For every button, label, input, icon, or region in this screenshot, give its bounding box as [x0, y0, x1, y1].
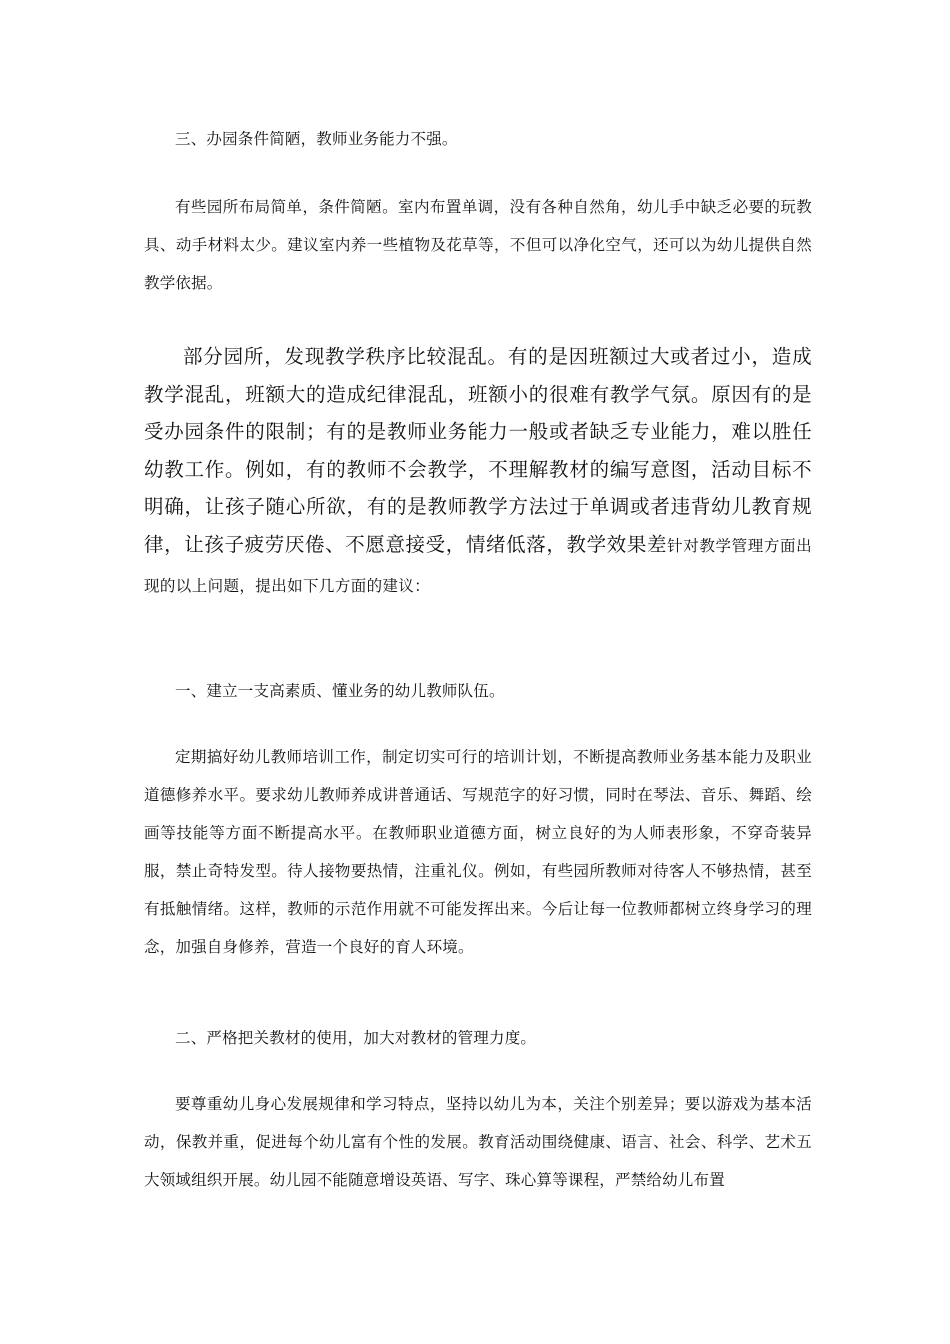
suggestion1-heading: 一、建立一支高素质、懂业务的幼儿教师队伍。	[175, 682, 505, 700]
section3-paragraph-2-main: 部分园所，发现教学秩序比较混乱。有的是因班额过大或者过小，造成教学混乱，班额大的造成纪律混乱，班额小的很难有教学气氛。原因有的是受办园条件的限制；有的是教师业务能力一般或者缺乏专业能力，难以胜任幼教工作。例如，有的教师不会教学，不理解教材的编写意图，活动目标不明确，让孩子随心所欲，有的是教师教学方法过于单调或者违背幼儿教育规律，让孩子疲劳厌倦、不愿意接受，情绪低落，教学效果差	[144, 345, 812, 556]
section3-paragraph-2	[144, 338, 812, 605]
section3-heading: 三、办园条件简陋，教师业务能力不强。	[175, 130, 458, 148]
suggestion1-paragraph: 定期搞好幼儿教师培训工作，制定切实可行的培训计划，不断提高教师业务基本能力及职业道德修养水平。要求幼儿教师养成讲普通话、写规范字的好习惯，同时在琴法、音乐、舞蹈、绘画等技能等方面不断提高水平。在教师职业道德方面，树立良好的为人师表形象，不穿奇装异服，禁止奇特发型。待人接物要热情，注重礼仪。例如，有些园所教师对待客人不够热情，甚至有抵触情绪。这样，教师的示范作用就不可能发挥出来。今后让每一位教师都树立终身学习的理念，加强自身修养，营造一个良好的育人环境。	[144, 748, 812, 956]
section3-paragraph-2-tail: 针对教学管理方面出现的以上问题，提出如下几方面的建议：	[144, 536, 812, 595]
suggestion2-heading: 二、严格把关教材的使用，加大对教材的管理力度。	[175, 1029, 537, 1047]
section3-paragraph-1: 有些园所布局简单，条件简陋。室内布置单调，没有各种自然角，幼儿手中缺乏必要的玩教具、动手材料太少。建议室内养一些植物及花草等，不但可以净化空气，还可以为幼儿提供自然教学依据。	[144, 198, 812, 292]
suggestion2-paragraph: 要尊重幼儿身心发展规律和学习特点，坚持以幼儿为本，关注个别差异；要以游戏为基本活动，保教并重，促进每个幼儿富有个性的发展。教育活动围绕健康、语言、社会、科学、艺术五大领域组织开展。幼儿园不能随意增设英语、写字、珠心算等课程，严禁给幼儿布置	[144, 1095, 812, 1189]
